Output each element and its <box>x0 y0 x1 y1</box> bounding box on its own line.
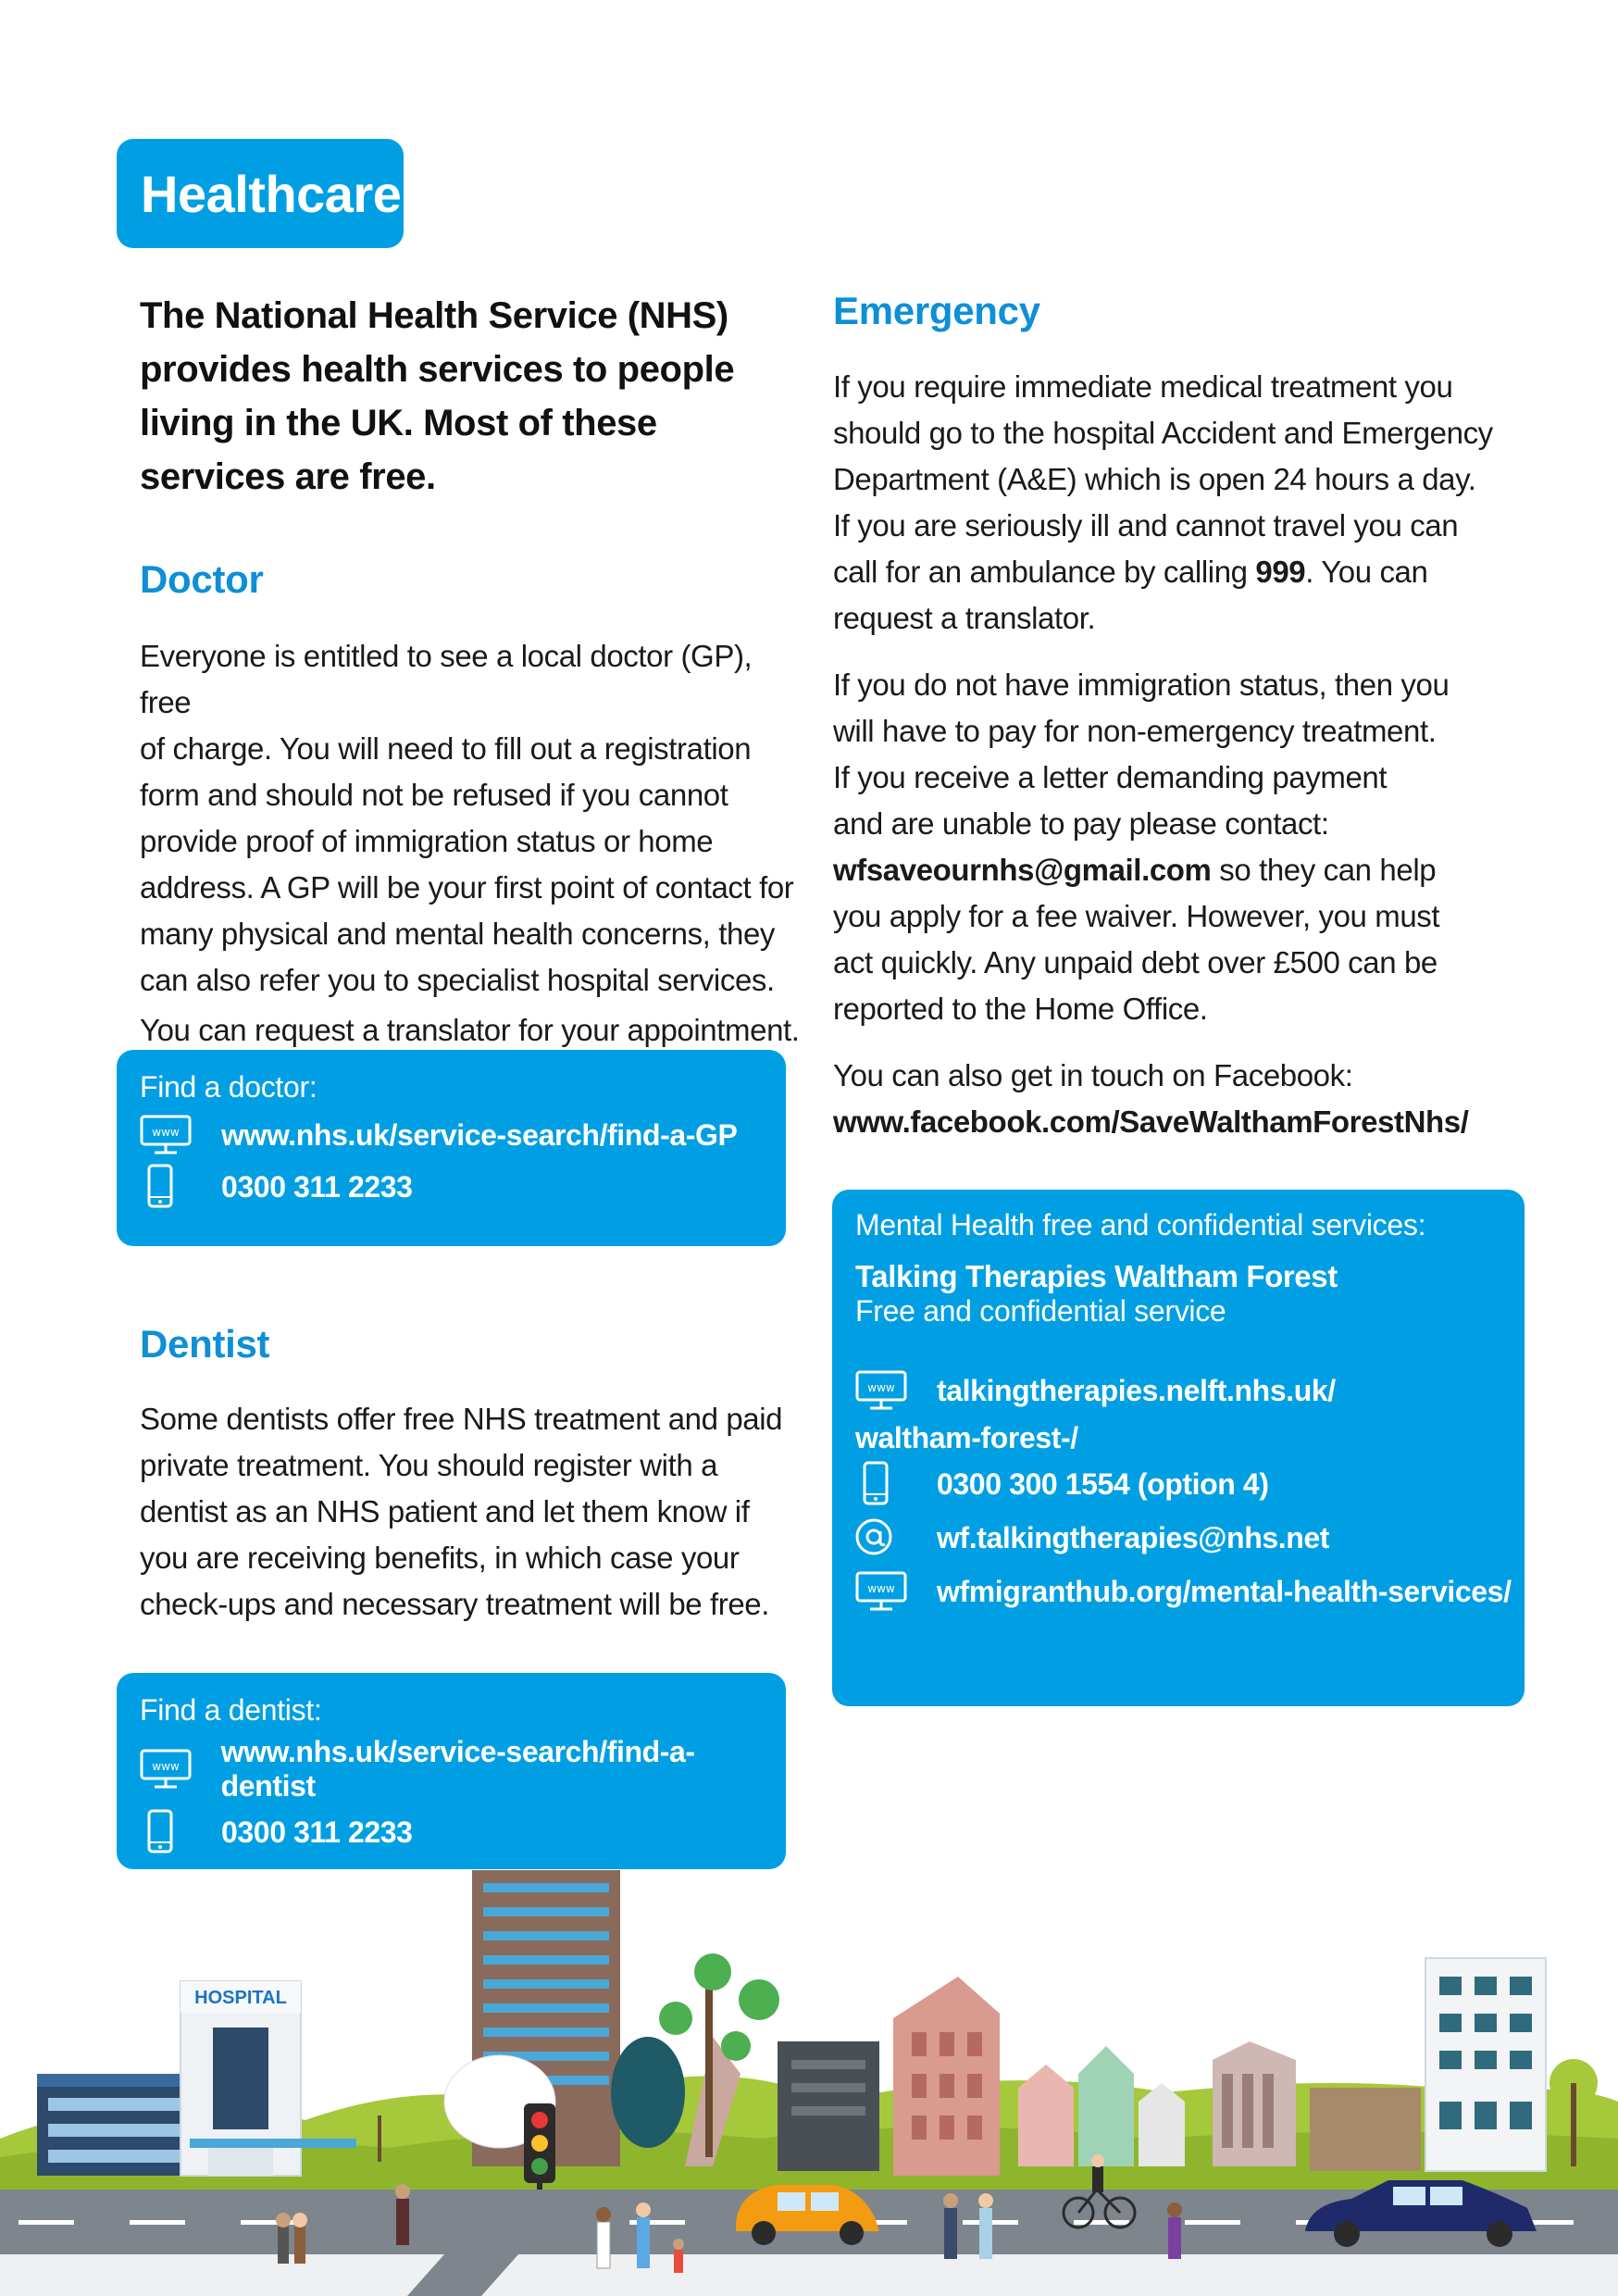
mobile-phone-icon <box>140 1164 195 1210</box>
hospital-building <box>180 1981 356 2176</box>
dentist-text <box>140 1396 806 1628</box>
computer-www-icon <box>140 1746 195 1792</box>
mental-health-label: Mental Health free and confidential services: <box>855 1208 1426 1242</box>
page-title: Healthcare <box>141 164 402 223</box>
emergency-line: and are unable to pay please contact: <box>833 806 1329 841</box>
mental-health-service-desc: Free and confidential service <box>855 1294 1226 1328</box>
dentist-line: private treatment. You should register with a <box>140 1448 718 1482</box>
find-dentist-phone[interactable]: 0300 311 2233 <box>221 1815 413 1849</box>
doctor-line: many physical and mental health concerns, they <box>140 917 775 951</box>
dentist-line: Some dentists offer free NHS treatment and paid <box>140 1402 783 1436</box>
save-our-nhs-email[interactable]: wfsaveournhs@gmail.com <box>833 853 1212 887</box>
doctor-line: of charge. You will need to fill out a registration <box>140 731 752 766</box>
mobile-phone-icon <box>855 1461 911 1507</box>
emergency-line: you apply for a fee waiver. However, you must <box>833 899 1440 933</box>
emergency-line: reported to the Home Office. <box>833 992 1208 1026</box>
dentist-line: you are receiving benefits, in which case your <box>140 1541 740 1575</box>
svg-text:www: www <box>152 1126 180 1139</box>
at-sign-icon <box>855 1515 911 1561</box>
doctor-line: address. A GP will be your first point of contact for <box>140 870 794 905</box>
intro-text: The National Health Service (NHS) provides health services to people living in the UK. Most of these services are free. <box>140 295 735 497</box>
doctor-text <box>140 633 806 1054</box>
doctor-line: You can request a translator for your appointment. <box>140 1013 800 1047</box>
emergency-line: Department (A&E) which is open 24 hours a day. <box>833 462 1476 496</box>
dentist-line: check-ups and necessary treatment will be free. <box>140 1587 770 1621</box>
find-doctor-phone[interactable]: 0300 311 2233 <box>221 1169 413 1204</box>
talking-therapies-phone[interactable]: 0300 300 1554 (option 4) <box>937 1466 1269 1501</box>
mobile-phone-icon <box>140 1809 195 1855</box>
svg-text:www: www <box>867 1381 895 1394</box>
emergency-line: will have to pay for non-emergency treatment. <box>833 714 1437 748</box>
computer-www-icon <box>140 1112 195 1158</box>
find-dentist-label: Find a dentist: <box>140 1693 322 1727</box>
doctor-line: can also refer you to specialist hospital services. <box>140 963 775 997</box>
hospital-sign: HOSPITAL <box>194 1988 287 2008</box>
emergency-line: If you receive a letter demanding payment <box>833 760 1388 794</box>
doctor-line: Everyone is entitled to see a local doctor (GP), free <box>140 639 753 719</box>
emergency-line: should go to the hospital Accident and Emergency <box>833 416 1493 450</box>
city-street-illustration <box>0 1861 1618 2296</box>
find-doctor-label: Find a doctor: <box>140 1070 317 1104</box>
mental-health-service-name: Talking Therapies Waltham Forest <box>855 1259 1338 1293</box>
emergency-email-line: wfsaveournhs@gmail.com so they can help <box>833 853 1437 887</box>
emergency-line: If you require immediate medical treatment you <box>833 369 1453 404</box>
emergency-number[interactable]: 999 <box>1255 555 1306 589</box>
doctor-heading: Doctor <box>140 557 264 601</box>
find-doctor-box <box>117 1050 786 1246</box>
dentist-heading: Dentist <box>140 1322 270 1366</box>
emergency-line: request a translator. <box>833 601 1096 635</box>
facebook-link[interactable]: www.facebook.com/SaveWalthamForestNhs/ <box>833 1104 1469 1139</box>
doctor-line: provide proof of immigration status or home <box>140 824 714 858</box>
talking-therapies-email[interactable]: wf.talkingtherapies@nhs.net <box>937 1520 1330 1554</box>
emergency-heading: Emergency <box>833 289 1040 332</box>
emergency-line: If you do not have immigration status, then you <box>833 668 1450 702</box>
apartment-building <box>893 1977 1000 2176</box>
grey-building <box>1213 2041 1296 2166</box>
svg-text:www: www <box>152 1760 180 1773</box>
white-apartment-building <box>1425 1958 1546 2171</box>
office-building <box>37 2074 204 2176</box>
talking-therapies-web-link[interactable]: talkingtherapies.nelft.nhs.uk/ <box>937 1373 1336 1407</box>
emergency-line: act quickly. Any unpaid debt over £500 can be <box>833 945 1438 980</box>
migrant-hub-web-link[interactable]: wfmigranthub.org/mental-health-services/ <box>937 1574 1512 1608</box>
dentist-line: dentist as an NHS patient and let them know if <box>140 1494 750 1529</box>
emergency-facebook-line: You can also get in touch on Facebook: <box>833 1058 1353 1092</box>
computer-www-icon <box>855 1568 911 1615</box>
computer-www-icon <box>855 1367 911 1414</box>
find-dentist-web-link[interactable]: www.nhs.uk/service-search/find-a-dentist <box>220 1735 695 1803</box>
find-dentist-box <box>117 1673 786 1869</box>
page-title-tab <box>117 139 404 248</box>
mental-health-box <box>832 1190 1525 1706</box>
doctor-line: form and should not be refused if you cannot <box>140 778 728 812</box>
talking-therapies-web-link-cont[interactable]: waltham-forest-/ <box>855 1421 1078 1454</box>
emergency-text <box>833 364 1518 1145</box>
emergency-call-line: call for an ambulance by calling 999. You can <box>833 555 1428 589</box>
find-doctor-web-link[interactable]: www.nhs.uk/service-search/find-a-GP <box>221 1117 738 1152</box>
svg-text:www: www <box>867 1582 895 1595</box>
emergency-line: If you are seriously ill and cannot travel you can <box>833 508 1459 543</box>
